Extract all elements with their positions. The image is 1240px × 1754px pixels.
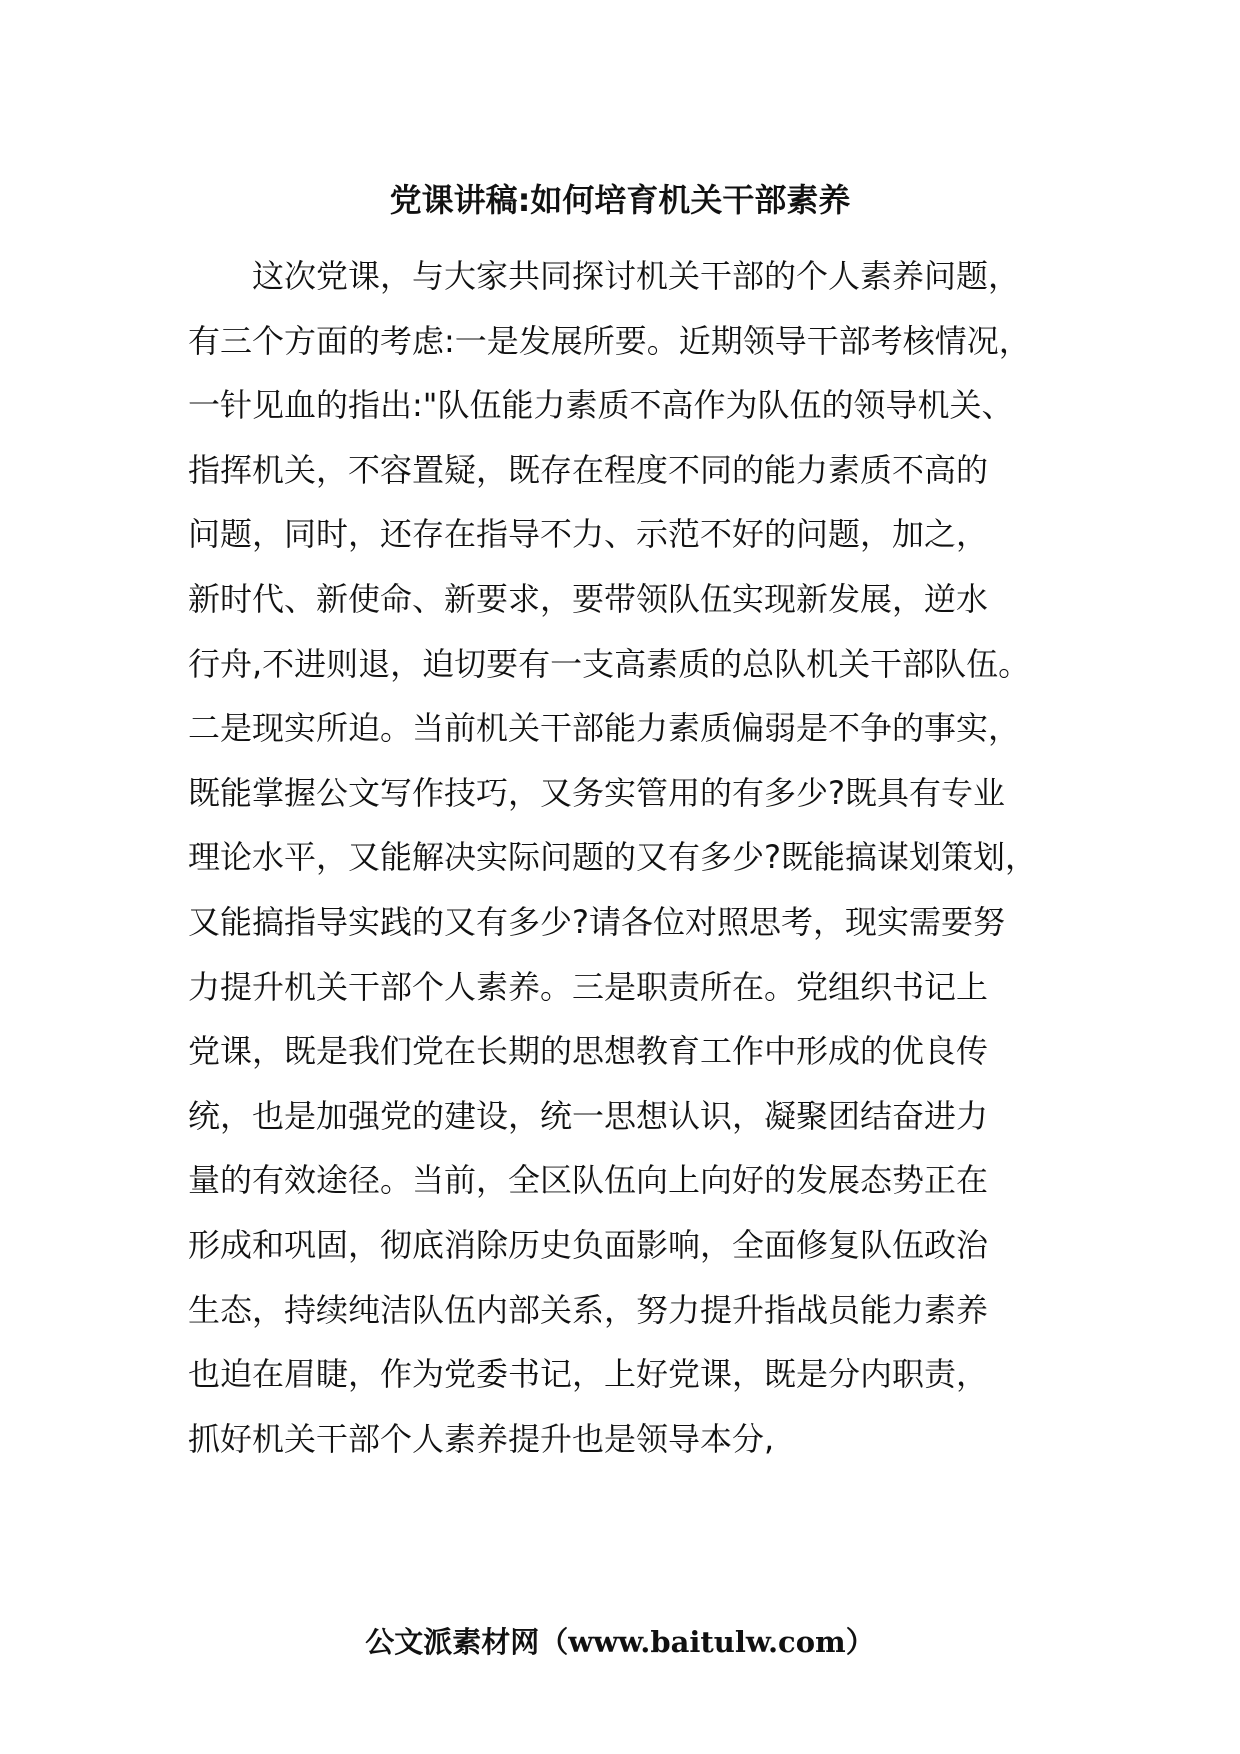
body-line: 又能搞指导实践的又有多少?请各位对照思考，现实需要努 [188, 902, 1005, 941]
body-line: 这次党课，与大家共同探讨机关干部的个人素养问题， [188, 257, 1021, 295]
document-body [188, 244, 1068, 1471]
body-line: 形成和巩固，彻底消除历史负面影响，全面修复队伍政治 [188, 1225, 989, 1264]
body-line: 既能掌握公文写作技巧，又务实管用的有多少?既具有专业 [188, 773, 1005, 812]
body-line: 统，也是加强党的建设，统一思想认识，凝聚团结奋进力 [188, 1096, 989, 1135]
body-line: 一针见血的指出:"队伍能力素质不高作为队伍的领导机关、 [188, 386, 1014, 425]
body-line: 也迫在眉睫，作为党委书记，上好党课，既是分内职责， [188, 1355, 989, 1394]
body-line: 力提升机关干部个人素养。三是职责所在。党组织书记上 [188, 967, 989, 1006]
body-line: 指挥机关，不容置疑，既存在程度不同的能力素质不高的 [188, 450, 989, 489]
source-footer: 公文派素材网（www.baitulw.com） [365, 1625, 875, 1659]
body-line: 有三个方面的考虑:一是发展所要。近期领导干部考核情况， [188, 321, 1031, 360]
body-line: 党课，既是我们党在长期的思想教育工作中形成的优良传 [188, 1032, 989, 1071]
body-line: 抓好机关干部个人素养提升也是领导本分, [188, 1419, 775, 1458]
body-line: 行舟,不进则退，迫切要有一支高素质的总队机关干部队伍。 [188, 644, 1031, 683]
body-line: 新时代、新使命、新要求，要带领队伍实现新发展，逆水 [188, 579, 989, 618]
document-title: 党课讲稿:如何培育机关干部素养 [389, 181, 851, 219]
body-line: 问题，同时，还存在指导不力、示范不好的问题，加之， [188, 515, 989, 554]
body-line: 量的有效途径。当前，全区队伍向上向好的发展态势正在 [188, 1161, 989, 1200]
body-line: 生态，持续纯洁队伍内部关系，努力提升指战员能力素养 [188, 1290, 989, 1329]
body-line: 理论水平，又能解决实际问题的又有多少?既能搞谋划策划， [188, 838, 1037, 877]
body-line: 二是现实所迫。当前机关干部能力素质偏弱是不争的事实， [188, 709, 1021, 748]
